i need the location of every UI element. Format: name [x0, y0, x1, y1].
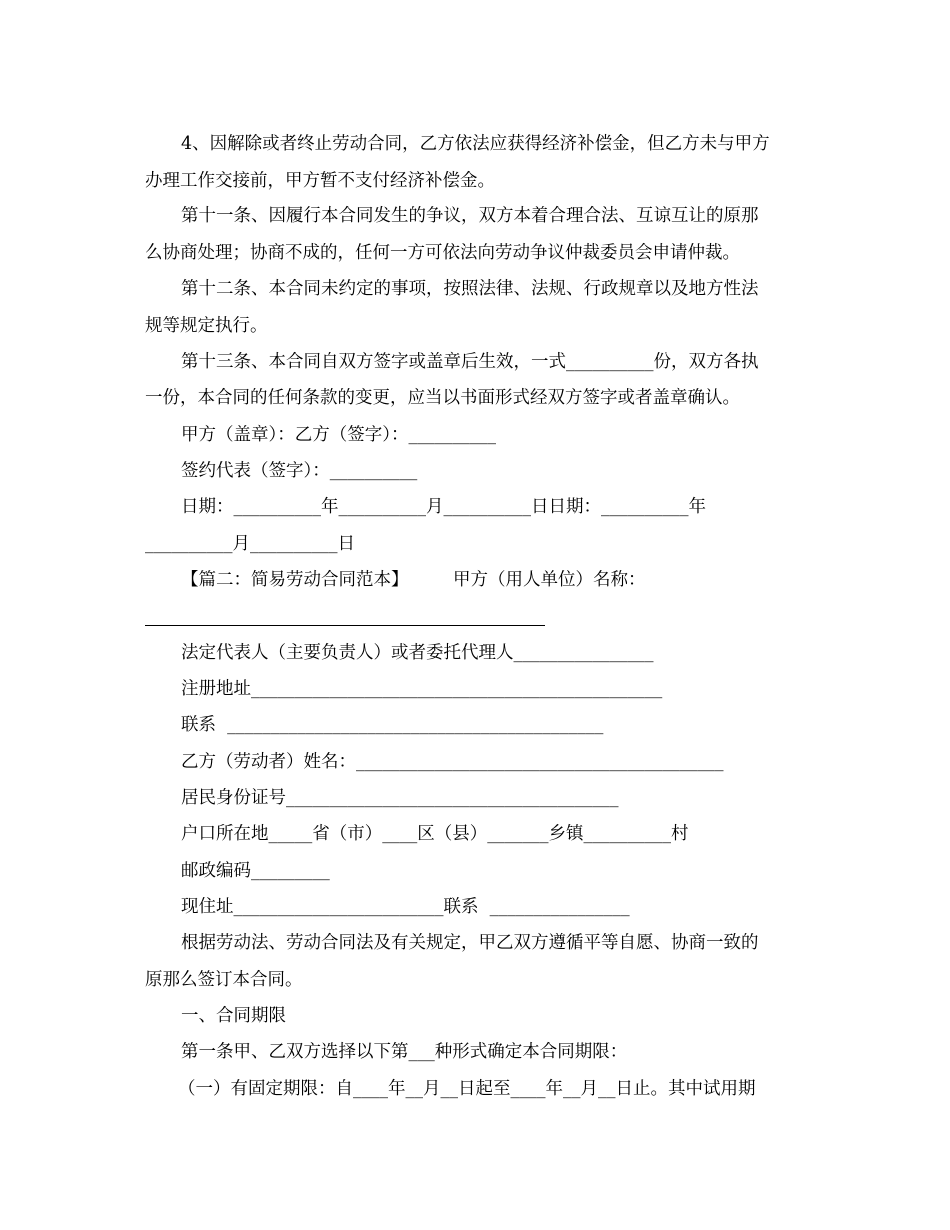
text-line: 原那么签订本合同。 [145, 970, 303, 990]
form-field-line: 邮政编码_________ [181, 861, 330, 881]
text-line: 第一条甲、乙双方选择以下第___种形式确定本合同期限： [181, 1042, 628, 1062]
form-field-line: 注册地址_______________________________________________ [181, 679, 663, 699]
form-field-line: 联系 ___________________________________________ [181, 715, 604, 735]
date-line: 日期：__________年__________月__________日日期：__________年 [181, 497, 706, 517]
form-field-line: 户口所在地_____省（市）____区（县）_______乡镇__________村 [181, 824, 689, 844]
blank-underline [145, 625, 545, 626]
text-line: （一）有固定期限：自____年__月__日起至____年__月__日止。其中试用期 [178, 1079, 756, 1099]
section-heading: 【篇二：简易劳动合同范本】 甲方（用人单位）名称： [181, 570, 646, 590]
text-line: 第十一条、因履行本合同发生的争议，双方本着合理合法、互谅互让的原那 [181, 206, 759, 226]
text-line: 一份，本合同的任何条款的变更，应当以书面形式经双方签字或者盖章确认。 [145, 388, 740, 408]
signature-line: 甲方（盖章）：乙方（签字）：__________ [181, 425, 496, 445]
text-line: 规等规定执行。 [145, 316, 268, 336]
form-field-line: 乙方（劳动者）姓名：__________________________________________ [181, 752, 724, 772]
date-line: __________月__________日 [145, 534, 355, 554]
form-field-line: 现住址________________________联系 ________________ [181, 897, 630, 917]
text-line: 第十三条、本合同自双方签字或盖章后生效，一式__________份，双方各执 [181, 352, 759, 372]
text-line: 办理工作交接前，甲方暂不支付经济补偿金。 [145, 171, 495, 191]
text-line: 4、因解除或者终止劳动合同，乙方依法应获得经济补偿金，但乙方未与甲方 [181, 134, 770, 154]
text-line: 根据劳动法、劳动合同法及有关规定，甲乙双方遵循平等自愿、协商一致的 [181, 933, 759, 953]
signature-line: 签约代表（签字）：__________ [181, 461, 418, 481]
form-field-line: 居民身份证号______________________________________ [181, 788, 619, 808]
text-line: 么协商处理；协商不成的，任何一方可依法向劳动争议仲裁委员会申请仲裁。 [145, 243, 740, 263]
text-line: 第十二条、本合同未约定的事项，按照法律、法规、行政规章以及地方性法 [181, 279, 759, 299]
section-heading: 一、合同期限 [181, 1006, 286, 1026]
form-field-line: 法定代表人（主要负责人）或者委托代理人________________ [181, 643, 654, 663]
